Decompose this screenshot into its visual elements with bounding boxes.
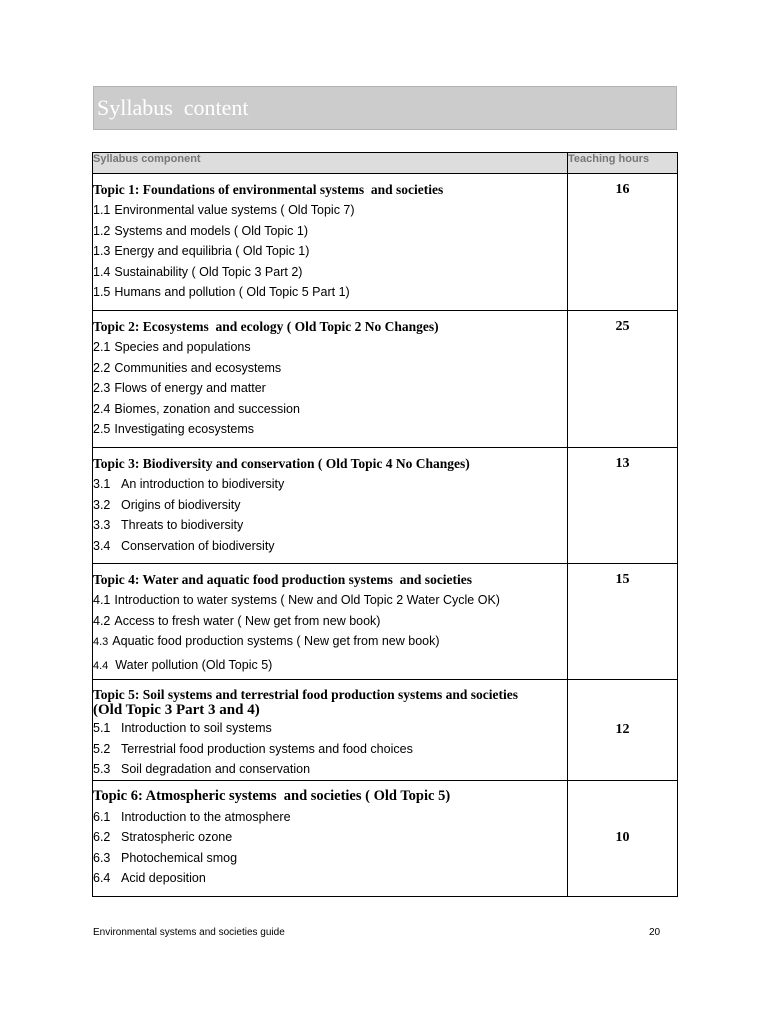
teaching-hours-value: 10 (615, 830, 630, 845)
topic-cell (93, 448, 568, 564)
topic-cell (93, 564, 568, 680)
hours-cell (568, 174, 678, 311)
topic-cell (93, 680, 568, 781)
topic-cell (93, 780, 568, 896)
page-title: Syllabus content (97, 95, 249, 120)
hours-cell (568, 780, 678, 896)
hours-cell (568, 564, 678, 680)
topic-title: Topic 3: Biodiversity and conservation ( Old Topic 4 No Changes) (93, 456, 470, 471)
list-item: 4.4 Water pollution (Old Topic 5) (93, 657, 273, 672)
hours-cell (568, 311, 678, 448)
footer-page-number: 20 (649, 927, 661, 938)
list-item: 3.2 Origins of biodiversity (93, 497, 241, 512)
column-header-hours: Teaching hours (568, 153, 678, 174)
list-item: 3.4 Conservation of biodiversity (93, 538, 275, 553)
list-item: 3.3 Threats to biodiversity (93, 518, 244, 532)
topic-cell (93, 174, 568, 311)
list-item: 4.3 Aquatic food production systems ( New get from new book) (93, 634, 440, 648)
list-item: 5.1 Introduction to soil systems (93, 721, 272, 735)
list-item: 6.4 Acid deposition (93, 871, 206, 885)
hours-cell (568, 448, 678, 564)
teaching-hours-value: 16 (615, 182, 630, 197)
list-item: 1.2 Systems and models ( Old Topic 1) (93, 223, 308, 238)
list-item: 4.1 Introduction to water systems ( New and Old Topic 2 Water Cycle OK) (93, 593, 500, 607)
list-item: 3.1 An introduction to biodiversity (93, 477, 285, 491)
column-header-component: Syllabus component (93, 153, 568, 174)
footer-guide-title: Environmental systems and societies guide (93, 927, 285, 938)
teaching-hours-value: 15 (615, 572, 630, 587)
syllabus-table (92, 152, 678, 897)
teaching-hours-value: 13 (615, 456, 630, 471)
teaching-hours-value: 12 (615, 721, 630, 737)
table-row (93, 680, 678, 781)
list-item: 2.4 Biomes, zonation and succession (93, 401, 300, 416)
list-item: 1.4 Sustainability ( Old Topic 3 Part 2) (93, 264, 303, 279)
table-row (93, 311, 678, 448)
list-item: 2.2 Communities and ecosystems (93, 360, 282, 375)
table-header-row (93, 153, 678, 174)
list-item: 2.5 Investigating ecosystems (93, 422, 255, 436)
list-item: 5.3 Soil degradation and conservation (93, 762, 311, 776)
list-item: 2.3 Flows of energy and matter (93, 381, 266, 395)
topic-title: Topic 1: Foundations of environmental systems and societies (93, 182, 444, 197)
table-row (93, 564, 678, 680)
topic-title: Topic 6: Atmospheric systems and societies ( Old Topic 5) (93, 787, 451, 804)
list-item: 1.3 Energy and equilibria ( Old Topic 1) (93, 244, 310, 258)
list-item: 6.2 Stratospheric ozone (93, 830, 233, 844)
topic-title: Topic 4: Water and aquatic food production systems and societies (93, 572, 473, 587)
list-item: 6.1 Introduction to the atmosphere (93, 809, 291, 824)
topic-title: Topic 2: Ecosystems and ecology ( Old Topic 2 No Changes) (93, 319, 439, 334)
list-item: 6.3 Photochemical smog (93, 850, 238, 865)
section-banner (93, 86, 677, 130)
topic-title: Topic 5: Soil systems and terrestrial food production systems and societies (Old Topic 3 Part 3 and 4) (93, 687, 519, 718)
teaching-hours-value: 25 (615, 319, 630, 334)
topic-cell (93, 311, 568, 448)
table-row (93, 780, 678, 896)
list-item: 4.2 Access to fresh water ( New get from new book) (93, 613, 381, 628)
list-item: 5.2 Terrestrial food production systems and food choices (93, 741, 413, 756)
table-row (93, 448, 678, 564)
list-item: 1.1 Environmental value systems ( Old Topic 7) (93, 203, 355, 217)
table-row (93, 174, 678, 311)
list-item: 1.5 Humans and pollution ( Old Topic 5 Part 1) (93, 285, 350, 299)
hours-cell (568, 680, 678, 781)
list-item: 2.1 Species and populations (93, 340, 251, 354)
